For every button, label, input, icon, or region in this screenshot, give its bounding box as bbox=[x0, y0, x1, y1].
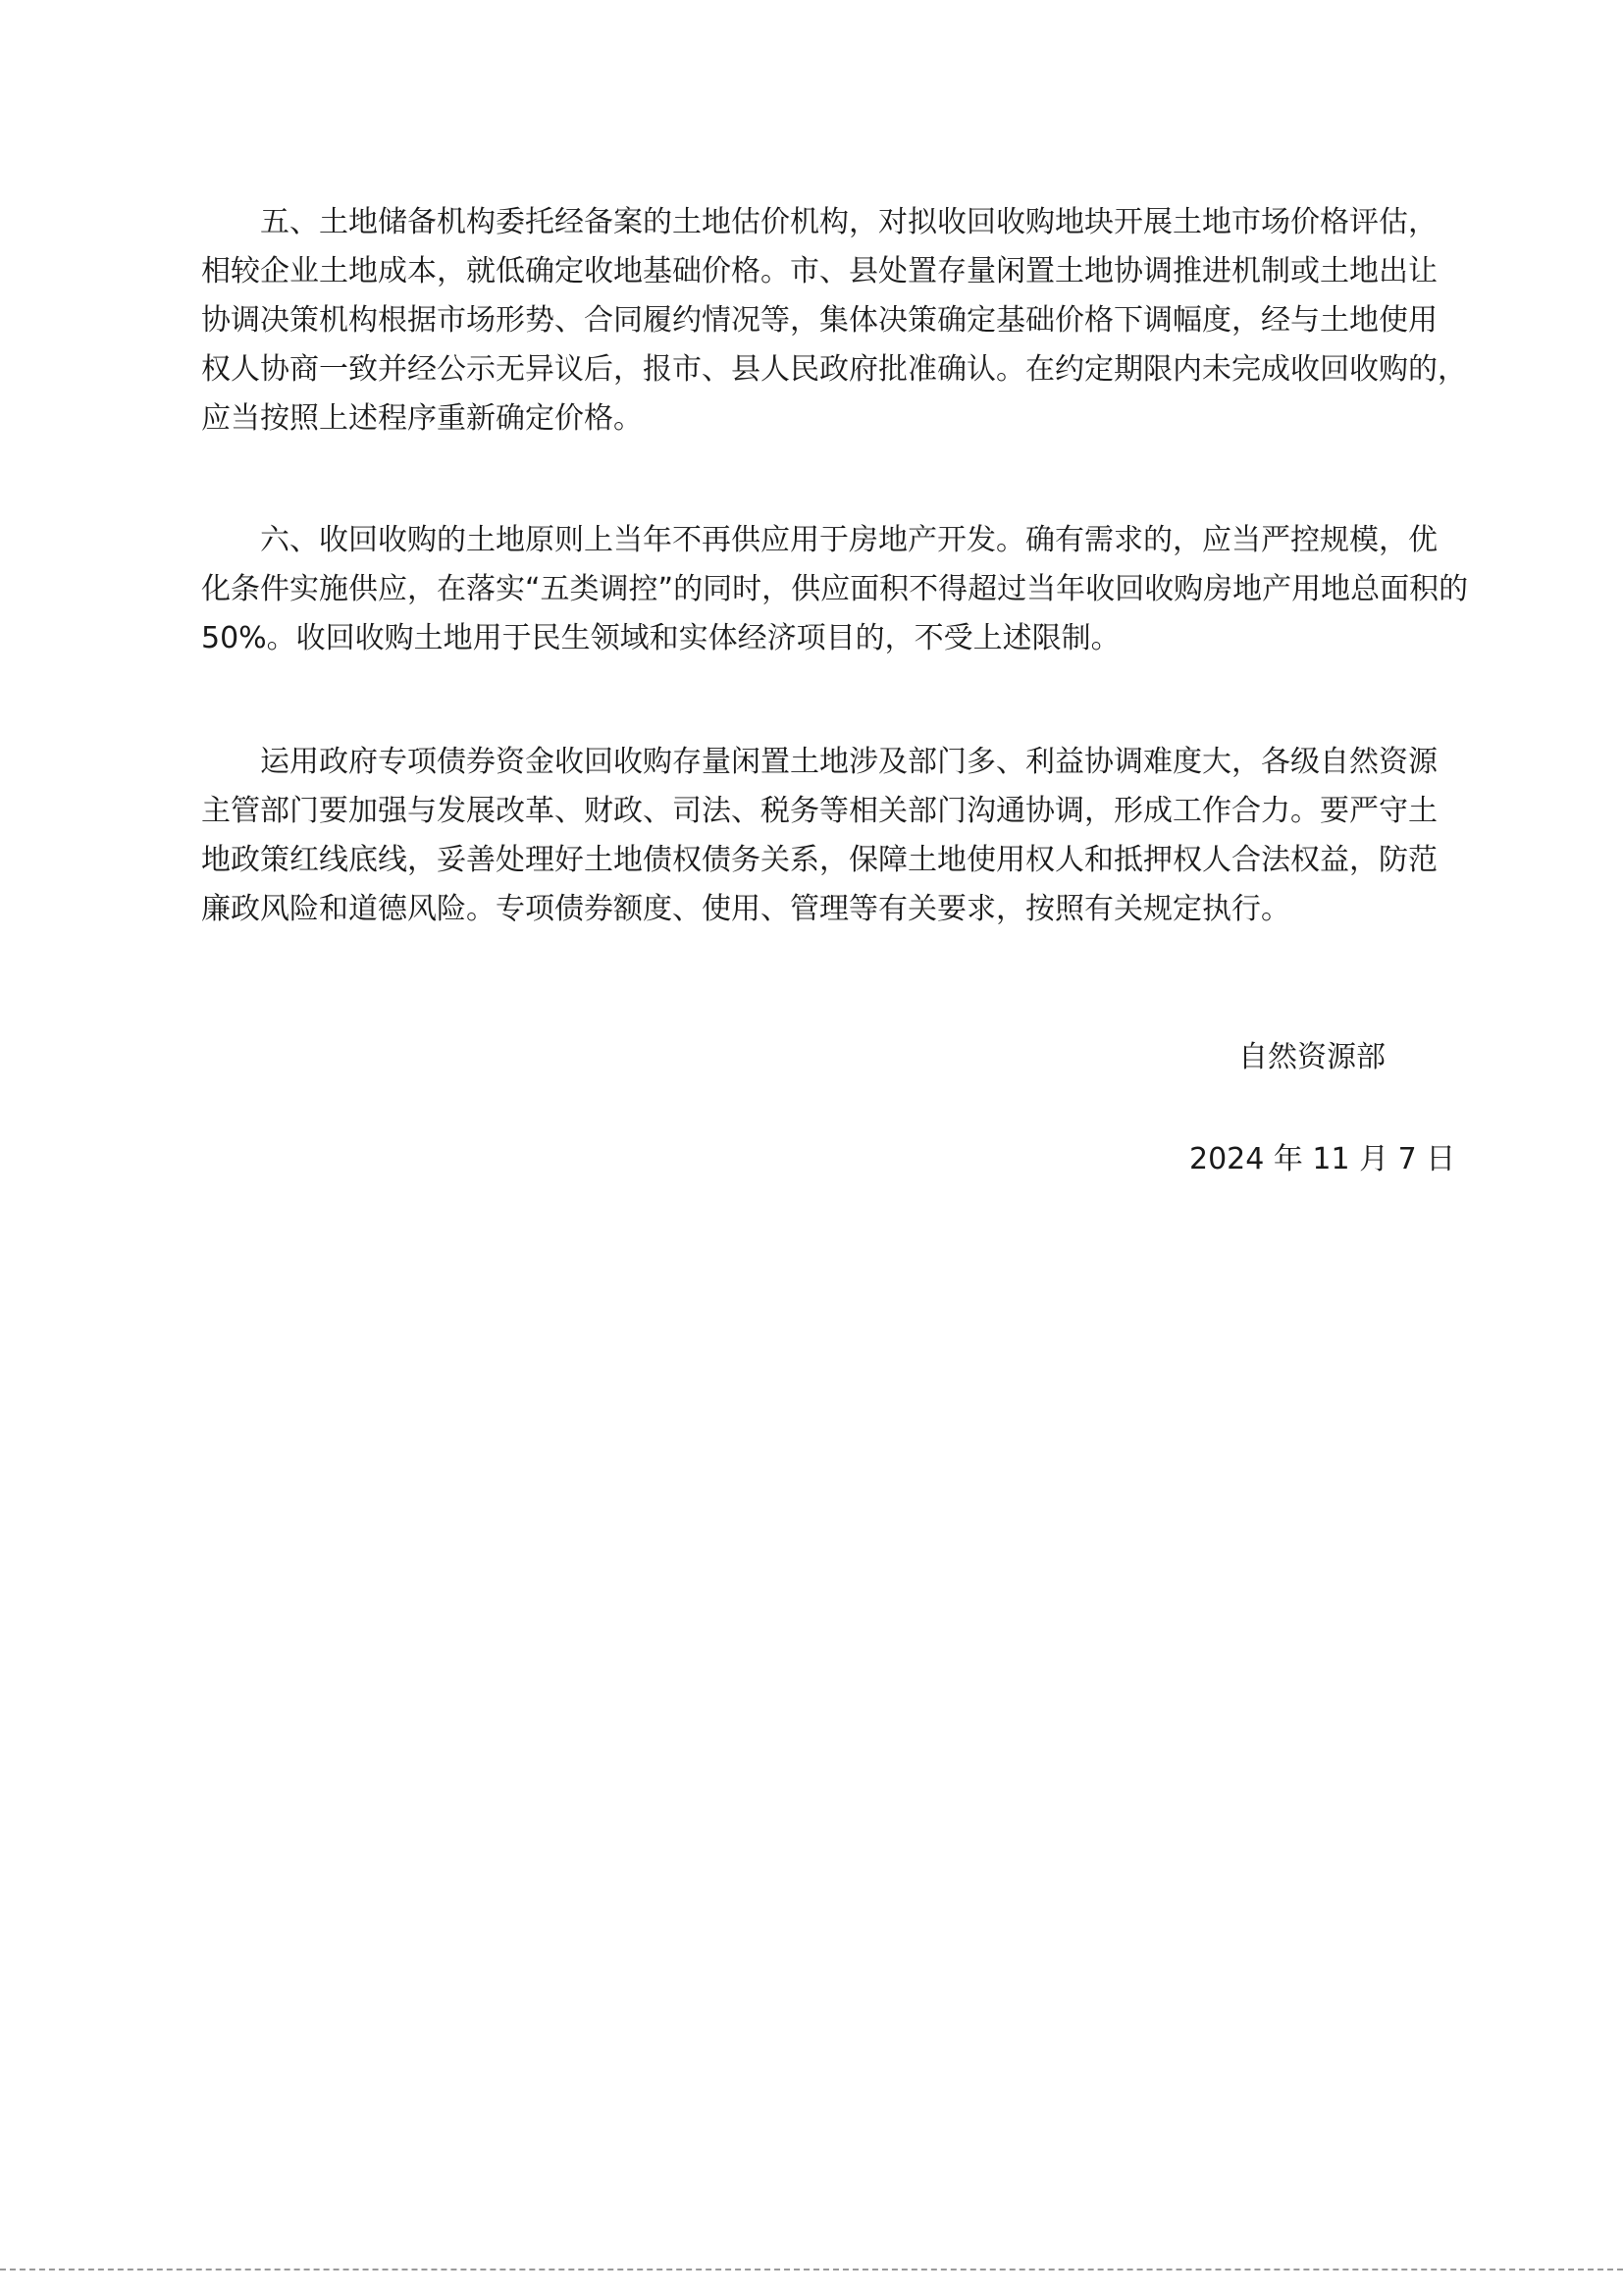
text-line: 化条件实施供应，在落实“五类调控”的同时，供应面积不得超过当年收回收购房地产用地总面积的 bbox=[201, 572, 1469, 606]
paragraph-five bbox=[201, 198, 1467, 444]
paragraph-closing bbox=[201, 738, 1438, 934]
text-line: 权人协商一致并经公示无异议后，报市、县人民政府批准确认。在约定期限内未完成收回收购的， bbox=[201, 352, 1467, 387]
text-line: 运用政府专项债券资金收回收购存量闲置土地涉及部门多、利益协调难度大，各级自然资源 bbox=[201, 745, 1438, 779]
issuer-signature: 自然资源部 bbox=[1238, 1040, 1386, 1074]
text-line: 应当按照上述程序重新确定价格。 bbox=[201, 401, 643, 436]
text-line: 主管部门要加强与发展改革、财政、司法、税务等相关部门沟通协调，形成工作合力。要严守土 bbox=[201, 794, 1438, 828]
text-line: 廉政风险和道德风险。专项债券额度、使用、管理等有关要求，按照有关规定执行。 bbox=[201, 892, 1290, 926]
issue-date: 2024 年 11 月 7 日 bbox=[1189, 1142, 1456, 1176]
text-line: 地政策红线底线，妥善处理好土地债权债务关系，保障土地使用权人和抵押权人合法权益，防范 bbox=[201, 843, 1438, 877]
text-line: 协调决策机构根据市场形势、合同履约情况等，集体决策确定基础价格下调幅度，经与土地使用 bbox=[201, 303, 1438, 338]
paragraph-six bbox=[201, 516, 1469, 663]
scan-edge-divider bbox=[0, 2269, 1623, 2270]
text-line: 六、收回收购的土地原则上当年不再供应用于房地产开发。确有需求的，应当严控规模，优 bbox=[201, 523, 1438, 557]
text-line: 五、土地储备机构委托经备案的土地估价机构，对拟收回收购地块开展土地市场价格评估， bbox=[201, 205, 1438, 239]
text-line: 50%。收回收购土地用于民生领域和实体经济项目的，不受上述限制。 bbox=[201, 621, 1121, 655]
text-line: 相较企业土地成本，就低确定收地基础价格。市、县处置存量闲置土地协调推进机制或土地出让 bbox=[201, 254, 1438, 288]
